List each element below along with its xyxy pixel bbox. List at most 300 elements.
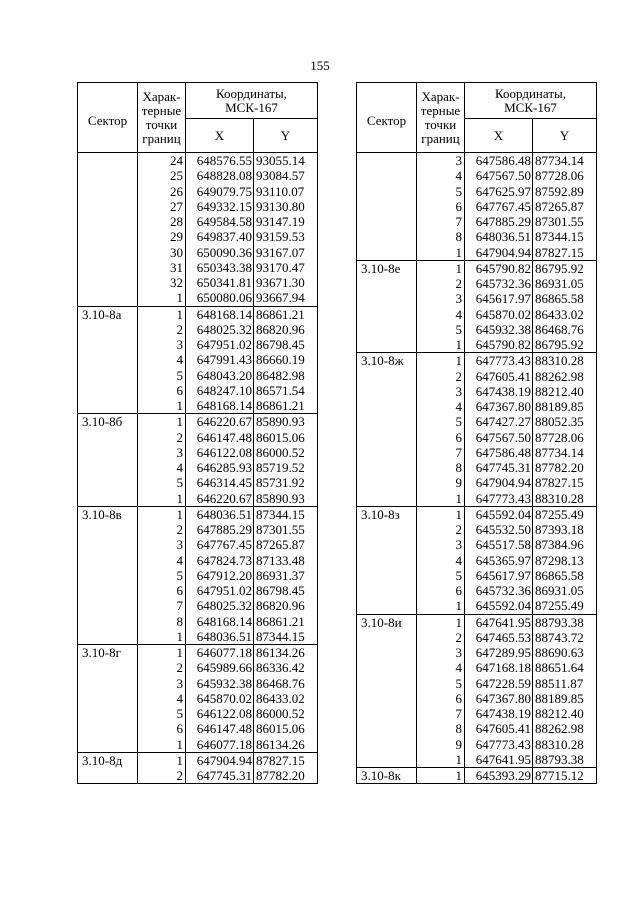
table-row bbox=[78, 184, 318, 199]
header-coordinates: Координаты, МСК-167 bbox=[186, 83, 318, 119]
sector-cell bbox=[78, 568, 138, 583]
table-row bbox=[78, 491, 318, 507]
y-coordinate-cell: 87255.49 bbox=[533, 598, 597, 614]
table-row bbox=[78, 214, 318, 229]
y-coordinate-cell: 88310.28 bbox=[533, 353, 597, 369]
point-number-cell: 1 bbox=[417, 260, 465, 276]
table-row bbox=[357, 260, 597, 276]
y-coordinate-cell: 88651.64 bbox=[533, 660, 597, 675]
y-coordinate-cell: 88793.38 bbox=[533, 614, 597, 630]
x-coordinate-cell: 645617.97 bbox=[465, 568, 533, 583]
point-number-cell: 5 bbox=[417, 568, 465, 583]
sector-cell bbox=[78, 368, 138, 383]
point-number-cell: 4 bbox=[138, 553, 186, 568]
table-row bbox=[357, 276, 597, 291]
point-number-cell: 27 bbox=[138, 199, 186, 214]
table-row bbox=[78, 306, 318, 322]
sector-cell bbox=[357, 369, 417, 384]
point-number-cell: 4 bbox=[417, 307, 465, 322]
sector-cell bbox=[357, 553, 417, 568]
table-row bbox=[357, 184, 597, 199]
point-number-cell: 8 bbox=[417, 229, 465, 244]
point-number-cell: 2 bbox=[138, 430, 186, 445]
x-coordinate-cell: 647438.19 bbox=[465, 706, 533, 721]
x-coordinate-cell: 645989.66 bbox=[186, 660, 254, 675]
point-number-cell: 5 bbox=[138, 706, 186, 721]
x-coordinate-cell: 645870.02 bbox=[186, 691, 254, 706]
table-row bbox=[78, 275, 318, 290]
sector-cell bbox=[357, 276, 417, 291]
table-row bbox=[357, 460, 597, 475]
y-coordinate-cell: 87133.48 bbox=[254, 553, 318, 568]
point-number-cell: 1 bbox=[138, 506, 186, 522]
table-row bbox=[78, 506, 318, 522]
table-row bbox=[357, 214, 597, 229]
point-number-cell: 1 bbox=[417, 768, 465, 784]
point-number-cell: 4 bbox=[138, 460, 186, 475]
point-number-cell: 3 bbox=[138, 537, 186, 552]
point-number-cell: 26 bbox=[138, 184, 186, 199]
point-number-cell: 4 bbox=[138, 352, 186, 367]
coordinates-table-left bbox=[77, 82, 318, 784]
y-coordinate-cell: 93147.19 bbox=[254, 214, 318, 229]
x-coordinate-cell: 645870.02 bbox=[465, 307, 533, 322]
table-row bbox=[357, 229, 597, 244]
point-number-cell: 6 bbox=[138, 383, 186, 398]
point-number-cell: 6 bbox=[417, 583, 465, 598]
table-row bbox=[78, 260, 318, 275]
x-coordinate-cell: 645532.50 bbox=[465, 522, 533, 537]
point-number-cell: 2 bbox=[138, 522, 186, 537]
point-number-cell: 7 bbox=[417, 445, 465, 460]
header-sector: Сектор bbox=[357, 83, 417, 153]
sector-cell bbox=[357, 322, 417, 337]
table-row bbox=[357, 706, 597, 721]
sector-cell bbox=[78, 537, 138, 552]
y-coordinate-cell: 86931.37 bbox=[254, 568, 318, 583]
sector-cell bbox=[78, 290, 138, 306]
sector-cell bbox=[78, 660, 138, 675]
x-coordinate-cell: 647567.50 bbox=[465, 168, 533, 183]
y-coordinate-cell: 86931.05 bbox=[533, 276, 597, 291]
point-number-cell: 4 bbox=[417, 660, 465, 675]
point-number-cell: 9 bbox=[417, 475, 465, 490]
sector-cell bbox=[78, 322, 138, 337]
point-number-cell: 4 bbox=[417, 399, 465, 414]
table-row bbox=[357, 322, 597, 337]
y-coordinate-cell: 88212.40 bbox=[533, 384, 597, 399]
y-coordinate-cell: 85890.93 bbox=[254, 491, 318, 507]
header-y: Y bbox=[254, 119, 318, 153]
sector-cell bbox=[78, 337, 138, 352]
sector-cell bbox=[357, 475, 417, 490]
x-coordinate-cell: 647641.95 bbox=[465, 614, 533, 630]
sector-cell bbox=[78, 583, 138, 598]
table-row bbox=[78, 290, 318, 306]
sector-cell bbox=[357, 184, 417, 199]
sector-cell bbox=[78, 398, 138, 414]
sector-cell bbox=[357, 737, 417, 752]
point-number-cell: 28 bbox=[138, 214, 186, 229]
sector-cell bbox=[357, 537, 417, 552]
x-coordinate-cell: 647605.41 bbox=[465, 721, 533, 736]
sector-cell bbox=[357, 598, 417, 614]
x-coordinate-cell: 647625.97 bbox=[465, 184, 533, 199]
sector-cell bbox=[78, 737, 138, 753]
x-coordinate-cell: 645592.04 bbox=[465, 598, 533, 614]
table-row bbox=[78, 430, 318, 445]
point-number-cell: 3 bbox=[417, 384, 465, 399]
x-coordinate-cell: 645932.38 bbox=[186, 676, 254, 691]
table-row bbox=[357, 583, 597, 598]
sector-cell bbox=[357, 337, 417, 353]
x-coordinate-cell: 650090.36 bbox=[186, 245, 254, 260]
y-coordinate-cell: 87715.12 bbox=[533, 768, 597, 784]
sector-cell bbox=[357, 460, 417, 475]
sector-cell: 3.10-8з bbox=[357, 506, 417, 522]
point-number-cell: 4 bbox=[417, 168, 465, 183]
sector-cell bbox=[357, 430, 417, 445]
point-number-cell: 5 bbox=[417, 184, 465, 199]
table-row bbox=[357, 553, 597, 568]
point-number-cell: 7 bbox=[138, 598, 186, 613]
x-coordinate-cell: 649837.40 bbox=[186, 229, 254, 244]
sector-cell: 3.10-8а bbox=[78, 306, 138, 322]
y-coordinate-cell: 88793.38 bbox=[533, 752, 597, 768]
x-coordinate-cell: 647904.94 bbox=[465, 475, 533, 490]
y-coordinate-cell: 86482.98 bbox=[254, 368, 318, 383]
sector-cell bbox=[357, 522, 417, 537]
table-row bbox=[357, 384, 597, 399]
y-coordinate-cell: 87344.15 bbox=[254, 506, 318, 522]
point-number-cell: 2 bbox=[138, 768, 186, 784]
x-coordinate-cell: 647289.95 bbox=[465, 645, 533, 660]
y-coordinate-cell: 87827.15 bbox=[533, 245, 597, 261]
sector-cell bbox=[357, 583, 417, 598]
sector-cell bbox=[357, 245, 417, 261]
sector-cell bbox=[78, 706, 138, 721]
y-coordinate-cell: 87592.89 bbox=[533, 184, 597, 199]
x-coordinate-cell: 650341.81 bbox=[186, 275, 254, 290]
table-row bbox=[357, 414, 597, 429]
point-number-cell: 3 bbox=[417, 537, 465, 552]
point-number-cell: 2 bbox=[417, 276, 465, 291]
sector-cell: 3.10-8в bbox=[78, 506, 138, 522]
point-number-cell: 5 bbox=[138, 568, 186, 583]
point-number-cell: 31 bbox=[138, 260, 186, 275]
x-coordinate-cell: 647773.43 bbox=[465, 737, 533, 752]
header-y: Y bbox=[533, 119, 597, 153]
point-number-cell: 1 bbox=[417, 337, 465, 353]
x-coordinate-cell: 645732.36 bbox=[465, 276, 533, 291]
x-coordinate-cell: 646220.67 bbox=[186, 414, 254, 430]
point-number-cell: 1 bbox=[138, 629, 186, 645]
y-coordinate-cell: 86336.42 bbox=[254, 660, 318, 675]
table-row bbox=[78, 383, 318, 398]
y-coordinate-cell: 86820.96 bbox=[254, 598, 318, 613]
y-coordinate-cell: 93084.57 bbox=[254, 168, 318, 183]
table-row bbox=[78, 645, 318, 661]
table-row bbox=[78, 475, 318, 490]
point-number-cell: 3 bbox=[138, 445, 186, 460]
point-number-cell: 3 bbox=[417, 153, 465, 169]
y-coordinate-cell: 86798.45 bbox=[254, 583, 318, 598]
sector-cell bbox=[357, 630, 417, 645]
x-coordinate-cell: 649079.75 bbox=[186, 184, 254, 199]
sector-cell bbox=[78, 445, 138, 460]
y-coordinate-cell: 86865.58 bbox=[533, 291, 597, 306]
table-row bbox=[78, 352, 318, 367]
point-number-cell: 5 bbox=[417, 676, 465, 691]
sector-cell bbox=[78, 430, 138, 445]
y-coordinate-cell: 87734.14 bbox=[533, 153, 597, 169]
sector-cell bbox=[78, 614, 138, 629]
point-number-cell: 1 bbox=[138, 752, 186, 768]
point-number-cell: 3 bbox=[138, 337, 186, 352]
x-coordinate-cell: 647427.27 bbox=[465, 414, 533, 429]
y-coordinate-cell: 86468.76 bbox=[254, 676, 318, 691]
table-row bbox=[78, 522, 318, 537]
x-coordinate-cell: 648168.14 bbox=[186, 614, 254, 629]
table-row bbox=[78, 322, 318, 337]
x-coordinate-cell: 649332.15 bbox=[186, 199, 254, 214]
sector-cell bbox=[78, 229, 138, 244]
x-coordinate-cell: 647745.31 bbox=[186, 768, 254, 784]
sector-cell bbox=[357, 199, 417, 214]
y-coordinate-cell: 87734.14 bbox=[533, 445, 597, 460]
point-number-cell: 1 bbox=[417, 614, 465, 630]
y-coordinate-cell: 93159.53 bbox=[254, 229, 318, 244]
table-row bbox=[78, 583, 318, 598]
y-coordinate-cell: 87393.18 bbox=[533, 522, 597, 537]
sector-cell bbox=[78, 491, 138, 507]
table-row bbox=[78, 691, 318, 706]
y-coordinate-cell: 85719.52 bbox=[254, 460, 318, 475]
x-coordinate-cell: 648025.32 bbox=[186, 322, 254, 337]
sector-cell bbox=[78, 553, 138, 568]
x-coordinate-cell: 648576.55 bbox=[186, 153, 254, 169]
table-row bbox=[78, 737, 318, 753]
y-coordinate-cell: 87344.15 bbox=[533, 229, 597, 244]
header-x: X bbox=[186, 119, 254, 153]
point-number-cell: 1 bbox=[138, 414, 186, 430]
point-number-cell: 6 bbox=[417, 430, 465, 445]
sector-cell bbox=[78, 691, 138, 706]
y-coordinate-cell: 88052.35 bbox=[533, 414, 597, 429]
sector-cell: 3.10-8ж bbox=[357, 353, 417, 369]
point-number-cell: 4 bbox=[417, 553, 465, 568]
x-coordinate-cell: 645393.29 bbox=[465, 768, 533, 784]
sector-cell bbox=[78, 676, 138, 691]
x-coordinate-cell: 648043.20 bbox=[186, 368, 254, 383]
sector-cell: 3.10-8г bbox=[78, 645, 138, 661]
point-number-cell: 32 bbox=[138, 275, 186, 290]
y-coordinate-cell: 86433.02 bbox=[533, 307, 597, 322]
table-row bbox=[357, 522, 597, 537]
x-coordinate-cell: 647951.02 bbox=[186, 583, 254, 598]
table-row bbox=[357, 568, 597, 583]
table-row bbox=[357, 721, 597, 736]
table-row bbox=[357, 660, 597, 675]
point-number-cell: 6 bbox=[138, 721, 186, 736]
sector-cell bbox=[78, 598, 138, 613]
sector-cell bbox=[78, 260, 138, 275]
point-number-cell: 3 bbox=[138, 676, 186, 691]
x-coordinate-cell: 648036.51 bbox=[186, 629, 254, 645]
table-row bbox=[78, 598, 318, 613]
x-coordinate-cell: 647885.29 bbox=[186, 522, 254, 537]
point-number-cell: 4 bbox=[138, 691, 186, 706]
point-number-cell: 6 bbox=[417, 199, 465, 214]
sector-cell bbox=[357, 491, 417, 507]
point-number-cell: 5 bbox=[417, 414, 465, 429]
y-coordinate-cell: 93130.80 bbox=[254, 199, 318, 214]
table-row bbox=[78, 445, 318, 460]
x-coordinate-cell: 647904.94 bbox=[186, 752, 254, 768]
point-number-cell: 1 bbox=[138, 398, 186, 414]
y-coordinate-cell: 87301.55 bbox=[254, 522, 318, 537]
y-coordinate-cell: 93110.07 bbox=[254, 184, 318, 199]
sector-cell bbox=[357, 414, 417, 429]
sector-cell bbox=[357, 291, 417, 306]
table-row bbox=[357, 353, 597, 369]
table-row bbox=[357, 768, 597, 784]
coordinates-table-right bbox=[356, 82, 597, 784]
sector-cell bbox=[357, 384, 417, 399]
table-row bbox=[357, 506, 597, 522]
y-coordinate-cell: 93167.07 bbox=[254, 245, 318, 260]
table-row bbox=[78, 537, 318, 552]
sector-cell bbox=[78, 522, 138, 537]
sector-cell bbox=[78, 768, 138, 784]
x-coordinate-cell: 650080.06 bbox=[186, 290, 254, 306]
y-coordinate-cell: 88310.28 bbox=[533, 737, 597, 752]
y-coordinate-cell: 88189.85 bbox=[533, 399, 597, 414]
sector-cell bbox=[357, 706, 417, 721]
x-coordinate-cell: 646147.48 bbox=[186, 721, 254, 736]
x-coordinate-cell: 645517.58 bbox=[465, 537, 533, 552]
table-row bbox=[78, 460, 318, 475]
x-coordinate-cell: 645592.04 bbox=[465, 506, 533, 522]
table-row bbox=[357, 307, 597, 322]
y-coordinate-cell: 88511.87 bbox=[533, 676, 597, 691]
x-coordinate-cell: 647885.29 bbox=[465, 214, 533, 229]
y-coordinate-cell: 86798.45 bbox=[254, 337, 318, 352]
table-row bbox=[357, 475, 597, 490]
y-coordinate-cell: 93667.94 bbox=[254, 290, 318, 306]
sector-cell bbox=[357, 399, 417, 414]
x-coordinate-cell: 648036.51 bbox=[186, 506, 254, 522]
point-number-cell: 1 bbox=[417, 491, 465, 507]
y-coordinate-cell: 86795.92 bbox=[533, 337, 597, 353]
x-coordinate-cell: 647586.48 bbox=[465, 153, 533, 169]
x-coordinate-cell: 645790.82 bbox=[465, 260, 533, 276]
y-coordinate-cell: 86015.06 bbox=[254, 721, 318, 736]
y-coordinate-cell: 87827.15 bbox=[533, 475, 597, 490]
table-row bbox=[78, 660, 318, 675]
y-coordinate-cell: 87255.49 bbox=[533, 506, 597, 522]
table-row bbox=[357, 291, 597, 306]
header-coordinates: Координаты, МСК-167 bbox=[465, 83, 597, 119]
y-coordinate-cell: 86134.26 bbox=[254, 737, 318, 753]
y-coordinate-cell: 86861.21 bbox=[254, 398, 318, 414]
point-number-cell: 1 bbox=[417, 752, 465, 768]
table-row bbox=[357, 491, 597, 507]
y-coordinate-cell: 86865.58 bbox=[533, 568, 597, 583]
y-coordinate-cell: 86468.76 bbox=[533, 322, 597, 337]
table-row bbox=[78, 368, 318, 383]
x-coordinate-cell: 645365.97 bbox=[465, 553, 533, 568]
x-coordinate-cell: 646314.45 bbox=[186, 475, 254, 490]
sector-cell: 3.10-8к bbox=[357, 768, 417, 784]
y-coordinate-cell: 87298.13 bbox=[533, 553, 597, 568]
y-coordinate-cell: 87728.06 bbox=[533, 168, 597, 183]
sector-cell bbox=[357, 214, 417, 229]
sector-cell bbox=[78, 629, 138, 645]
table-row bbox=[78, 568, 318, 583]
y-coordinate-cell: 88743.72 bbox=[533, 630, 597, 645]
x-coordinate-cell: 646077.18 bbox=[186, 645, 254, 661]
x-coordinate-cell: 647904.94 bbox=[465, 245, 533, 261]
y-coordinate-cell: 93671.30 bbox=[254, 275, 318, 290]
sector-cell bbox=[357, 676, 417, 691]
table-body-right bbox=[357, 153, 597, 784]
x-coordinate-cell: 648828.08 bbox=[186, 168, 254, 183]
x-coordinate-cell: 647465.53 bbox=[465, 630, 533, 645]
x-coordinate-cell: 647767.45 bbox=[465, 199, 533, 214]
table-row bbox=[357, 598, 597, 614]
y-coordinate-cell: 86571.54 bbox=[254, 383, 318, 398]
point-number-cell: 7 bbox=[417, 214, 465, 229]
point-number-cell: 1 bbox=[417, 353, 465, 369]
x-coordinate-cell: 649584.58 bbox=[186, 214, 254, 229]
table-row bbox=[78, 414, 318, 430]
x-coordinate-cell: 645617.97 bbox=[465, 291, 533, 306]
y-coordinate-cell: 85731.92 bbox=[254, 475, 318, 490]
table-row bbox=[78, 229, 318, 244]
x-coordinate-cell: 646147.48 bbox=[186, 430, 254, 445]
point-number-cell: 1 bbox=[138, 645, 186, 661]
y-coordinate-cell: 87384.96 bbox=[533, 537, 597, 552]
sector-cell bbox=[78, 199, 138, 214]
sector-cell bbox=[78, 168, 138, 183]
point-number-cell: 1 bbox=[138, 290, 186, 306]
sector-cell bbox=[78, 153, 138, 169]
point-number-cell: 5 bbox=[138, 368, 186, 383]
point-number-cell: 8 bbox=[417, 460, 465, 475]
table-row bbox=[357, 445, 597, 460]
table-row bbox=[78, 245, 318, 260]
sector-cell bbox=[78, 383, 138, 398]
y-coordinate-cell: 87344.15 bbox=[254, 629, 318, 645]
table-body-left bbox=[78, 153, 318, 784]
sector-cell bbox=[78, 460, 138, 475]
x-coordinate-cell: 647773.43 bbox=[465, 353, 533, 369]
sector-cell bbox=[78, 352, 138, 367]
y-coordinate-cell: 86134.26 bbox=[254, 645, 318, 661]
y-coordinate-cell: 87782.20 bbox=[254, 768, 318, 784]
sector-cell bbox=[78, 245, 138, 260]
x-coordinate-cell: 647228.59 bbox=[465, 676, 533, 691]
table-row bbox=[78, 768, 318, 784]
table-row bbox=[357, 369, 597, 384]
x-coordinate-cell: 647745.31 bbox=[465, 460, 533, 475]
x-coordinate-cell: 647991.43 bbox=[186, 352, 254, 367]
table-row bbox=[357, 676, 597, 691]
x-coordinate-cell: 648036.51 bbox=[465, 229, 533, 244]
point-number-cell: 2 bbox=[417, 522, 465, 537]
sector-cell: 3.10-8д bbox=[78, 752, 138, 768]
